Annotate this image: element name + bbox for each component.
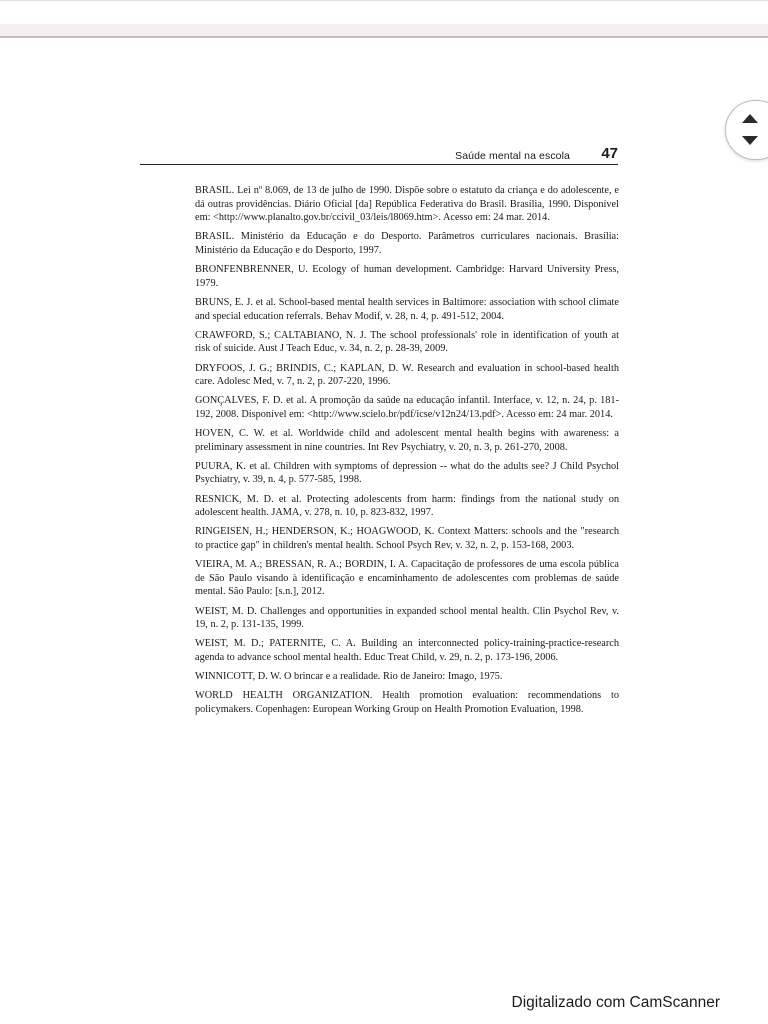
reference-entry: CRAWFORD, S.; CALTABIANO, N. J. The school professionals' role in identification of youth at risk of suicide. Aust J Teach Educ, v. 34, n. 2, p. 28-39, 2009. bbox=[195, 329, 619, 355]
scanner-watermark: Digitalizado com CamScanner bbox=[511, 994, 720, 1011]
page-navigation-control[interactable] bbox=[725, 100, 768, 160]
reference-entry: RESNICK, M. D. et al. Protecting adolescents from harm: findings from the national study on adolescent health. JAMA, v. 278, n. 10, p. 823-832, 1997. bbox=[195, 493, 619, 519]
reference-entry: RINGEISEN, H.; HENDERSON, K.; HOAGWOOD, K. Context Matters: schools and the "research to practice gap" in children's mental health. School Psych Rev, v. 32, n. 2, p. 153-168, 2003. bbox=[195, 526, 619, 551]
reference-entry: BRONFENBRENNER, U. Ecology of human development. Cambridge: Harvard University Press, 1979. bbox=[195, 264, 619, 289]
reference-entry: HOVEN, C. W. et al. Worldwide child and adolescent mental health begins with awareness: a preliminary assessment in nine countries. Int Rev Psychiatry, v. 20, n. 3, p. 261-270, 2008. bbox=[195, 428, 619, 453]
reference-entry: WEIST, M. D. Challenges and opportunities in expanded school mental health. Clin Psychol Rev, v. 19, n. 2, p. 131-135, 1999. bbox=[195, 605, 619, 631]
reference-entry: DRYFOOS, J. G.; BRINDIS, C.; KAPLAN, D. W. Research and evaluation in school-based health care. Adolesc Med, v. 7, n. 2, p. 207-220, 1996. bbox=[195, 362, 619, 388]
reference-entry: GONÇALVES, F. D. et al. A promoção da saúde na educação infantil. Interface, v. 12, n. 24, p. 181-192, 2008. Disponível em: <http://www.scielo.br/pdf/icse/v12n24/13.pdf>. Acesso em: 24 mar. 2014. bbox=[195, 395, 619, 420]
triangle-up-icon[interactable] bbox=[742, 114, 758, 123]
top-bar-shade bbox=[0, 24, 768, 36]
triangle-down-icon[interactable] bbox=[742, 136, 758, 145]
reference-entry: VIEIRA, M. A.; BRESSAN, R. A.; BORDIN, I. A. Capacitação de professores de uma escola pública de São Paulo visando à identificação e encaminhamento de adolescentes com problemas de saúde mental. São Paulo: [s.n.], 2012. bbox=[195, 559, 619, 598]
page-header bbox=[140, 146, 618, 165]
reference-entry: WINNICOTT, D. W. O brincar e a realidade. Rio de Janeiro: Imago, 1975. bbox=[195, 671, 503, 683]
page-number: 47 bbox=[601, 145, 618, 162]
running-title: Saúde mental na escola bbox=[455, 150, 570, 162]
reference-entry: WEIST, M. D.; PATERNITE, C. A. Building an interconnected policy-training-practice-research agenda to advance school mental health. Educ Treat Child, v. 29, n. 2, p. 173-196, 2006. bbox=[195, 638, 619, 663]
reference-entry: WORLD HEALTH ORGANIZATION. Health promotion evaluation: recommendations to policymakers. Copenhagen: European Working Group on Health Promotion Evaluation, 1998. bbox=[195, 690, 619, 715]
reference-entry: BRUNS, E. J. et al. School-based mental health services in Baltimore: association with school climate and special education referrals. Behav Modif, v. 28, n. 4, p. 491-512, 2004. bbox=[195, 296, 619, 322]
reference-list bbox=[195, 184, 619, 722]
viewer-top-bar bbox=[0, 0, 768, 38]
reference-entry: BRASIL. Lei nº 8.069, de 13 de julho de 1990. Dispõe sobre o estatuto da criança e do adolescente, e dá outras providências. Diário Oficial [da] República Federativa do Brasil. Brasília, 1990. Disponível em: <http://www.planalto.gov.br/ccivil_03/leis/l8069.htm>. Acesso em: 24 mar. 2014. bbox=[195, 185, 619, 224]
reference-entry: PUURA, K. et al. Children with symptoms of depression -- what do the adults see? J Child Psychol Psychiatry, v. 39, n. 4, p. 577-585, 1998. bbox=[195, 460, 619, 486]
reference-entry: BRASIL. Ministério da Educação e do Desporto. Parâmetros curriculares nacionais. Brasília: Ministério da Educação e do Desporto, 1997. bbox=[195, 231, 619, 256]
